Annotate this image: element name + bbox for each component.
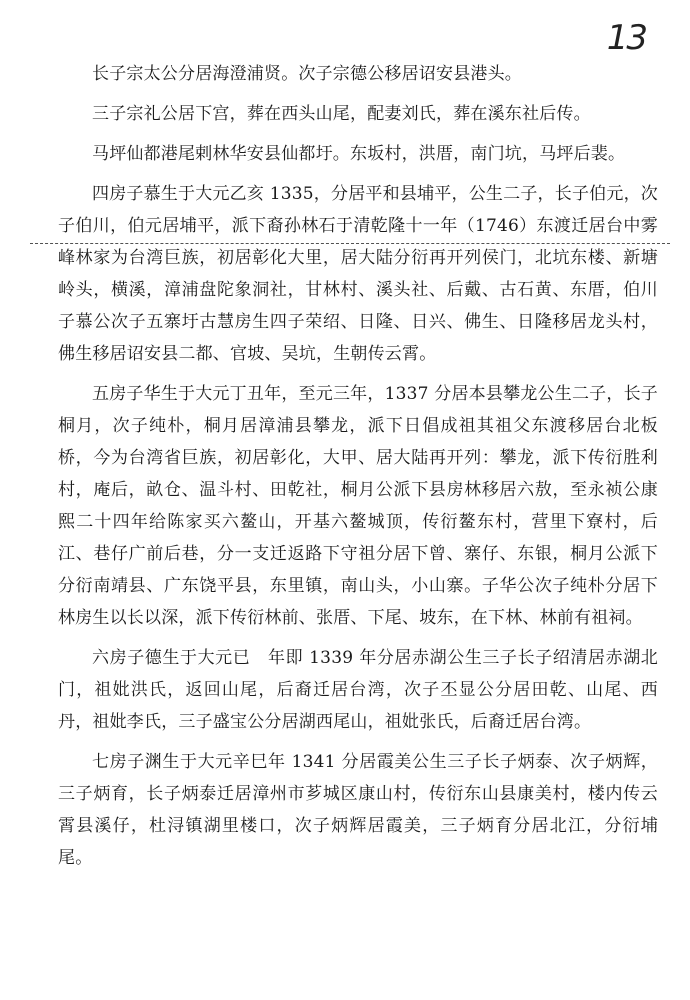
- page-number: 13: [606, 18, 646, 58]
- document-body: [58, 58, 658, 874]
- paragraph-2: 三子宗礼公居下宫，葬在西头山尾，配妻刘氏，葬在溪东社后传。: [92, 104, 591, 124]
- paragraph-5: 五房子华生于大元丁丑年，至元三年，1337 分居本县攀龙公生二子，长子桐月，次子纯朴，桐月居漳浦县攀龙，派下日倡成祖其祖父东渡移居台北板桥，今为台湾省巨族，初居彰化，大甲、居大陆再开列：攀龙，派下传衍胜利村，庵后，畝仓、温斗村、田乾社，桐月公派下县房林移居六敖，至永祯公康熙二十四年给陈家买六鳌山，开基六鳌城顶，传衍鳌东村，营里下寮村，后江、巷仔广前后巷，分一支迁返路下守祖分居下曾、寨仔、东银，桐月公派下分衍南靖县、广东饶平县，东里镇，南山头，小山寨。子华公次子纯朴分居下林房生以长以深，派下传衍林前、张厝、下尾、坡东，在下林、林前有祖祠。: [58, 384, 658, 628]
- paragraph-7: 七房子渊生于大元辛巳年 1341 分居霞美公生三子长子炳泰、次子炳辉，三子炳育，长子炳泰迁居漳州市芗城区康山村，传衍东山县康美村，楼内传云霄县溪仔，杜浔镇湖里楼口，次子炳辉居霞美，三子炳育分居北江，分衍埔尾。: [58, 752, 658, 868]
- paragraph-6: 六房子德生于大元已 年即 1339 年分居赤湖公生三子长子绍清居赤湖北门，祖妣洪氏，返回山尾，后裔迁居台湾，次子丕显公分居田乾、山尾、西丹，祖妣李氏，三子盛宝公分居湖西尾山，祖妣张氏，后裔迁居台湾。: [58, 648, 658, 732]
- paragraph-3: 马坪仙都港尾剌林华安县仙都圩。东坂村，洪厝，南门坑，马坪后裴。: [92, 144, 626, 164]
- paragraph-4: 四房子慕生于大元乙亥 1335，分居平和县埔平，公生二子，长子伯元，次子伯川，伯元居埔平，派下裔孙林石于清乾隆十一年（1746）东渡迁居台中雾峰林家为台湾巨族，初居彰化大里，居大陆分衍再开列侯门，北坑东楼、新塘岭头，横溪，漳浦盘陀象洞社，甘林村、溪头社、后戴、古石黄、东厝，伯川子慕公次子五寨圩古慧房生四子荣绍、日隆、日兴、佛生、日隆移居龙头村，佛生移居诏安县二都、官坡、吴坑，生朝传云霄。: [58, 184, 658, 364]
- paragraph-1: 长子宗太公分居海澄浦贤。次子宗德公移居诏安县港头。: [92, 64, 522, 84]
